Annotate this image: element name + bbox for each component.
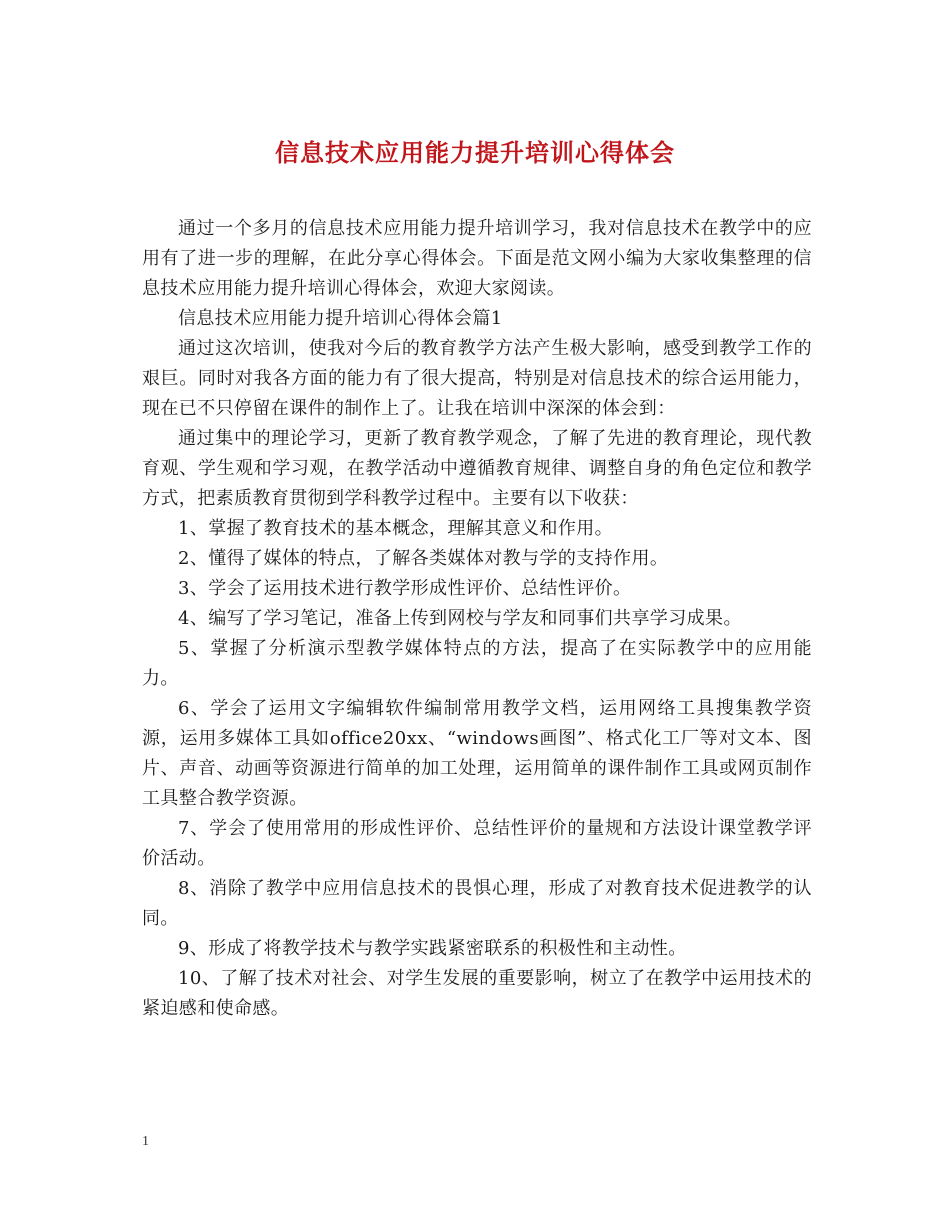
document-title: 信息技术应用能力提升培训心得体会 [275, 139, 675, 167]
list-item: 8、消除了教学中应用信息技术的畏惧心理，形成了对教育技术促进教学的认同。 [142, 878, 812, 929]
list-item: 10、了解了技术对社会、对学生发展的重要影响，树立了在教学中运用技术的紧迫感和使命感。 [142, 968, 812, 1019]
body-paragraph: 通过集中的理论学习，更新了教育教学观念，了解了先进的教育理论，现代教育观、学生观和学习观，在教学活动中遵循教育规律、调整自身的角色定位和教学方式，把素质教育贯彻到学科教学过程中。主要有以下收获： [142, 428, 812, 509]
page-number: 1 [142, 1134, 149, 1149]
list-item: 7、学会了使用常用的形成性评价、总结性评价的量规和方法设计课堂教学评价活动。 [142, 818, 812, 869]
list-item: 6、学会了运用文字编辑软件编制常用教学文档，运用网络工具搜集教学资源，运用多媒体工具如office20xx、“windows画图”、格式化工厂等对文本、图片、声音、动画等资源进行简单的加工处理，运用简单的课件制作工具或网页制作工具整合教学资源。 [142, 698, 812, 809]
intro-paragraph: 通过一个多月的信息技术应用能力提升培训学习，我对信息技术在教学中的应用有了进一步的理解，在此分享心得体会。下面是范文网小编为大家收集整理的信息技术应用能力提升培训心得体会，欢迎大家阅读。 [142, 218, 812, 299]
list-item: 3、学会了运用技术进行教学形成性评价、总结性评价。 [178, 578, 632, 599]
section-heading: 信息技术应用能力提升培训心得体会篇1 [178, 308, 503, 329]
list-item: 1、掌握了教育技术的基本概念，理解其意义和作用。 [178, 518, 614, 539]
list-item: 2、懂得了媒体的特点，了解各类媒体对教与学的支持作用。 [178, 548, 669, 569]
list-item: 4、编写了学习笔记，准备上传到网校与学友和同事们共享学习成果。 [178, 608, 742, 629]
list-item: 9、形成了将教学技术与教学实践紧密联系的积极性和主动性。 [178, 938, 687, 959]
body-paragraph: 通过这次培训，使我对今后的教育教学方法产生极大影响，感受到教学工作的艰巨。同时对我各方面的能力有了很大提高，特别是对信息技术的综合运用能力，现在已不只停留在课件的制作上了。让我在培训中深深的体会到： [142, 338, 812, 419]
list-item: 5、掌握了分析演示型教学媒体特点的方法，提高了在实际教学中的应用能力。 [142, 638, 812, 689]
document-body [142, 204, 812, 1024]
